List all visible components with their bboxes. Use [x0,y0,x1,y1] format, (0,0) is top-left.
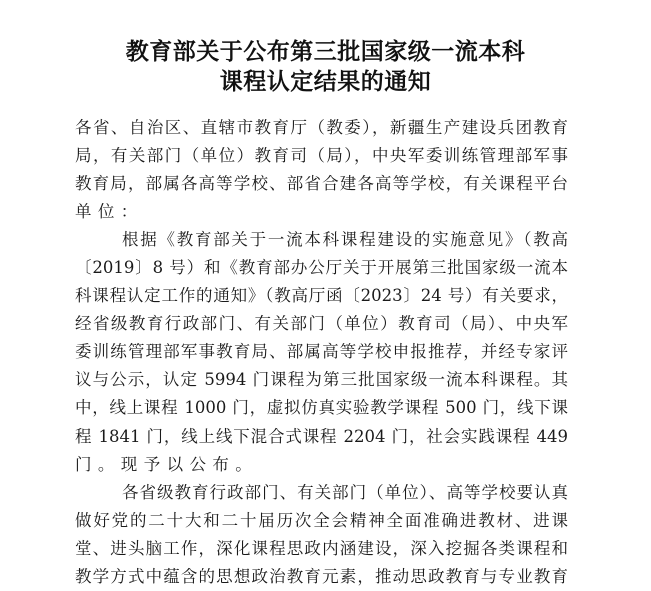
body-text-line: 根据《教育部关于一流本科课程建设的实施意见》（教高 [122,230,568,250]
body-text-line: 〔2019〕8 号）和《教育部办公厅关于开展第三批国家级一流本 [75,258,568,278]
body-text-line: 教学方式中蕴含的思想政治教育元素，推动思政教育与专业教育 [75,566,568,586]
document-title-line-1: 教育部关于公布第三批国家级一流本科 [125,38,526,65]
body-text-line: 委训练管理部军事教育局、部属高等学校申报推荐，并经专家评 [75,342,568,362]
document-title-line-2: 课程认定结果的通知 [219,68,432,95]
body-text-line: 各省级教育行政部门、有关部门（单位）、高等学校要认真 [122,482,568,502]
document-body [75,114,568,591]
body-text-line: 程 1841 门，线上线下混合式课程 2204 门，社会实践课程 449 [75,426,568,446]
body-text-line: 各省、自治区、直辖市教育厅（教委），新疆生产建设兵团教育 [75,118,568,137]
body-text-line: 局，有关部门（单位）教育司（局），中央军委训练管理部军事 [75,146,568,166]
body-text-line: 单位： [75,202,144,222]
body-text-line: 堂、进头脑工作，深化课程思政内涵建设，深入挖掘各类课程和 [75,538,568,558]
body-text-line: 经省级教育行政部门、有关部门（单位）教育司（局）、中央军 [75,314,568,334]
body-text-line: 议与公示，认定 5994 门课程为第三批国家级一流本科课程。其 [75,370,568,390]
body-text-line: 做好党的二十大和二十届历次全会精神全面准确进教材、进课 [75,510,568,530]
body-text-line: 科课程认定工作的通知》（教高厅函〔2023〕24 号）有关要求， [75,286,568,306]
body-text-line: 门。现予以公布。 [75,454,259,474]
body-text-line: 教育局，部属各高等学校、部省合建各高等学校，有关课程平台 [75,174,568,194]
body-text-line: 中，线上课程 1000 门，虚拟仿真实验教学课程 500 门，线下课 [75,398,568,418]
